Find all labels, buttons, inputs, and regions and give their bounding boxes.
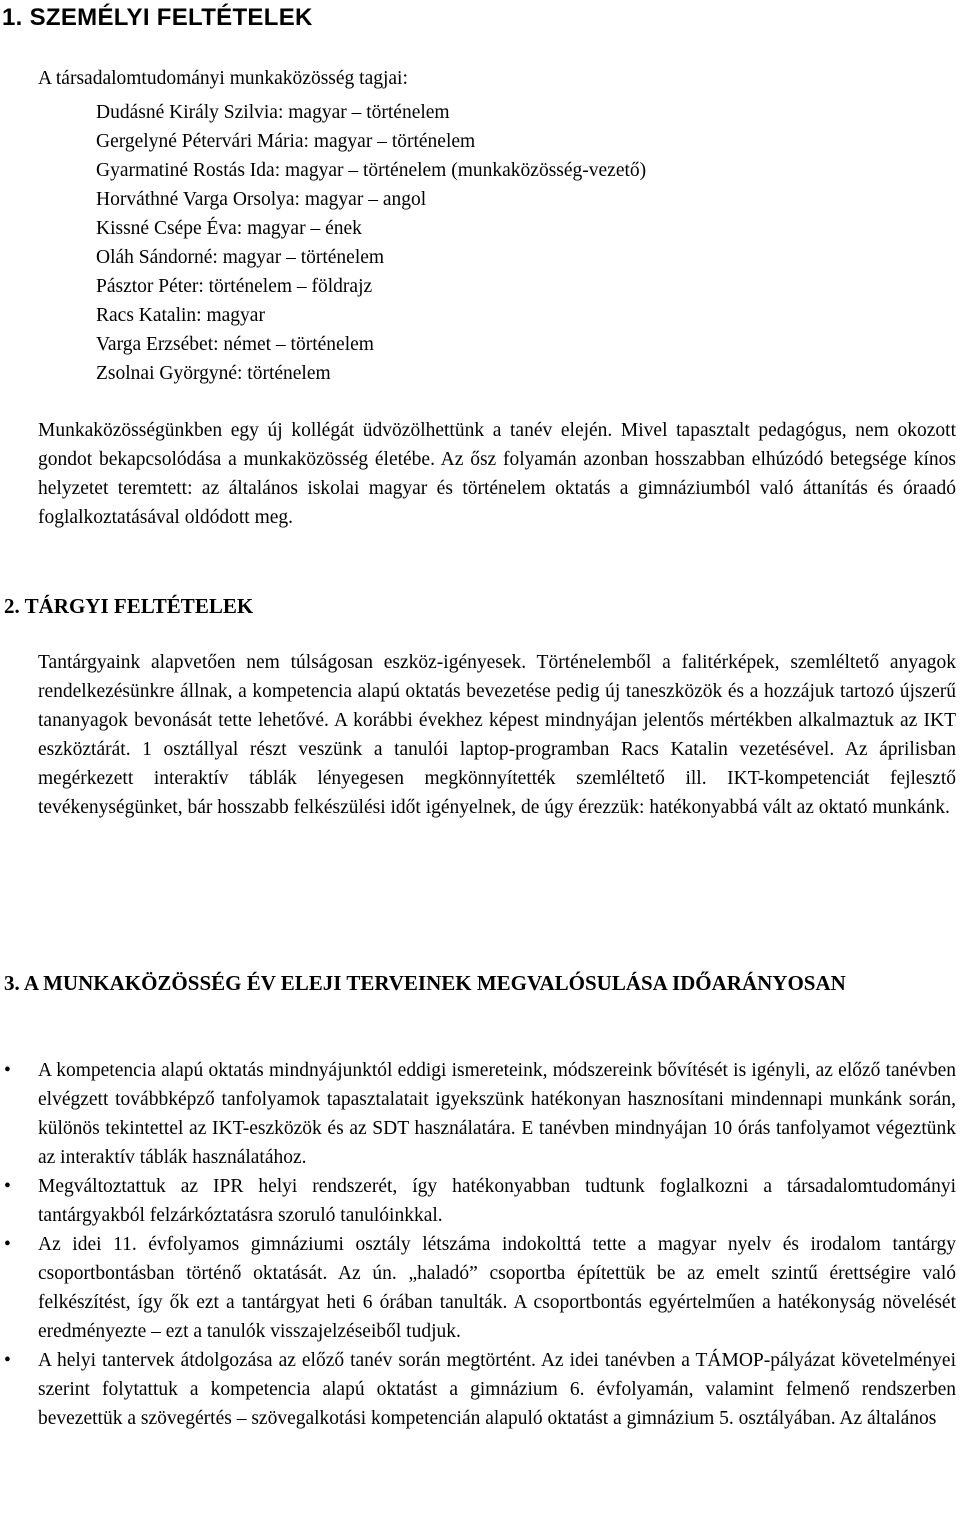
member-item: Oláh Sándorné: magyar – történelem — [96, 247, 385, 268]
member-item: Gyarmatiné Rostás Ida: magyar – történelem (munkaközösség-vezető) — [96, 160, 647, 181]
section-2-heading: 2. TÁRGYI FELTÉTELEK — [4, 594, 254, 618]
member-item: Varga Erzsébet: német – történelem — [96, 334, 374, 355]
bullet-text: Az idei 11. évfolyamos gimnáziumi osztály létszáma indokolttá tette a magyar nyelv és irodalom tantárgy csoportbontásban történő oktatását. Az ún. „haladó” csoportba építettük be az emelt szintű érettségire való felkészítést, így ők ezt a tantárgyat heti 6 órában tanulták. A csoportbontás egyértelműen a hatékonyság növelését eredményezte – ezt a tanulók visszajelzéseiből tudjuk. — [38, 1234, 956, 1342]
members-intro: A társadalomtudományi munkaközösség tagjai: — [38, 68, 408, 89]
bullet-text: A kompetencia alapú oktatás mindnyájunktól eddigi ismereteink, módszereink bővítését is igényli, az előző tanévben elvégzett továbbképző tanfolyamok tapasztalatait igyekszünk hatékonyan hasznosítani mindennapi munkánk során, különös tekintettel az IKT-eszközök és az SDT használatára. E tanévben mindnyájan 10 órás tanfolyamot végeztünk az interaktív táblák használatához. — [38, 1060, 956, 1168]
member-item: Pásztor Péter: történelem – földrajz — [96, 276, 373, 297]
member-item: Gergelyné Pétervári Mária: magyar – történelem — [96, 131, 476, 152]
section-1-paragraph: Munkaközösségünkben egy új kollégát üdvözölhettünk a tanév elején. Mivel tapasztalt pedagógus, nem okozott gondot bekapcsolódása a munkaközösség életébe. Az ősz folyamán azonban hosszabban elhúzódó betegsége kínos helyzetet teremtett: az általános iskolai magyar és történelem oktatás a gimnáziumból való áttanítás és óraadó foglalkoztatásával oldódott meg. — [38, 420, 956, 528]
bullet-icon: • — [4, 1060, 11, 1081]
member-item: Racs Katalin: magyar — [96, 305, 265, 326]
members-list — [96, 98, 646, 388]
member-item: Kissné Csépe Éva: magyar – ének — [96, 218, 362, 239]
member-item: Dudásné Király Szilvia: magyar – történelem — [96, 102, 450, 123]
section-3-heading: 3. A MUNKAKÖZÖSSÉG ÉV ELEJI TERVEINEK MEGVALÓSULÁSA IDŐARÁNYOSAN — [4, 971, 846, 995]
section-3-bullet-list — [0, 1056, 960, 1433]
section-2-paragraph: Tantárgyaink alapvetően nem túlságosan eszköz-igényesek. Történelemből a falitérképek, szemléltető anyagok rendelkezésünkre állnak, a kompetencia alapú oktatás bevezetése pedig új taneszközök és a hozzájuk tartozó újszerű tananyagok bevonását tette lehetővé. A korábbi évekhez képest mindnyájan jelentős mértékben alkalmaztuk az IKT eszköztárát. 1 osztállyal részt veszünk a tanulói laptop-programban Racs Katalin vezetésével. Az áprilisban megérkezett interaktív táblák lényegesen megkönnyítették szemléltető ill. IKT-kompetenciát fejlesztő tevékenységünket, bár hosszabb felkészülési időt igényelnek, de úgy érezzük: hatékonyabbá vált az oktató munkánk. — [38, 652, 956, 818]
bullet-text: A helyi tantervek átdolgozása az előző tanév során megtörtént. Az idei tanévben a TÁMOP-pályázat követelményei szerint folytattuk a kompetencia alapú oktatást a gimnázium 6. évfolyamán, valamint felmenő rendszerben bevezettük a szövegértés – szövegalkotási kompetencián alapuló oktatást a gimnázium 5. osztályában. Az általános — [38, 1350, 956, 1429]
section-1-heading: 1. SZEMÉLYI FELTÉTELEK — [2, 4, 313, 31]
bullet-text: Megváltoztattuk az IPR helyi rendszerét, így hatékonyabban tudtunk foglalkozni a társadalomtudományi tantárgyakból felzárkóztatásra szoruló tanulóinkkal. — [38, 1176, 956, 1226]
bullet-icon: • — [4, 1234, 11, 1255]
member-item: Zsolnai Györgyné: történelem — [96, 363, 331, 384]
bullet-icon: • — [4, 1176, 11, 1197]
member-item: Horváthné Varga Orsolya: magyar – angol — [96, 189, 427, 210]
list-item — [0, 1346, 960, 1433]
list-item — [0, 1230, 960, 1346]
list-item — [0, 1172, 960, 1230]
bullet-icon: • — [4, 1350, 11, 1371]
list-item — [0, 1056, 960, 1172]
